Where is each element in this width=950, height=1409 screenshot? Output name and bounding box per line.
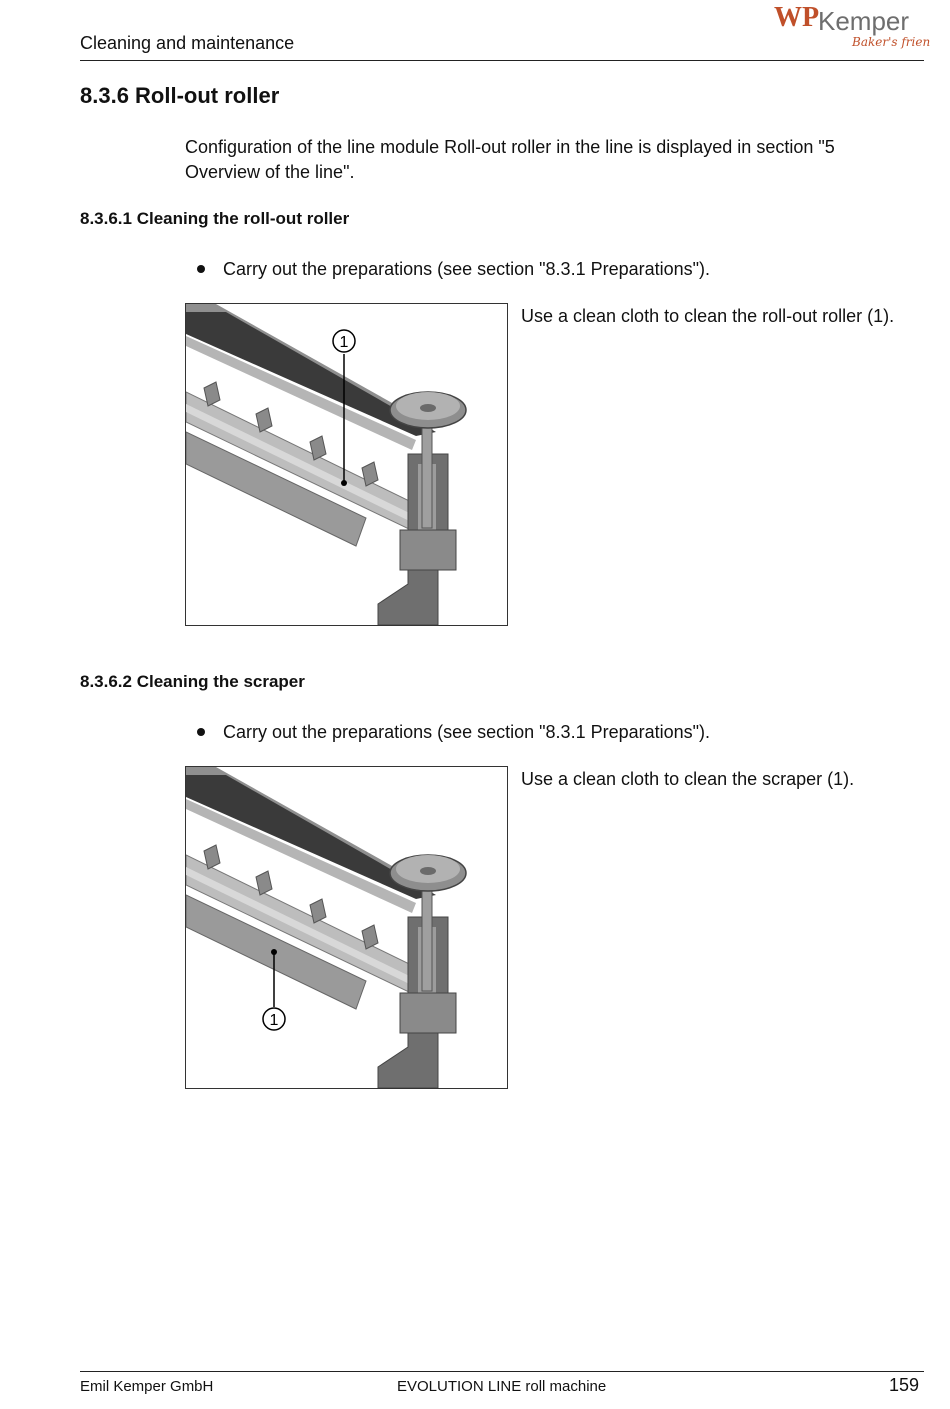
page-number: 159 bbox=[889, 1375, 920, 1395]
page-header-title: Cleaning and maintenance bbox=[80, 33, 295, 53]
section-heading: 8.3.6 Roll-out roller bbox=[80, 83, 280, 108]
figure-callout-number: 1 bbox=[269, 1012, 279, 1029]
footer-company: Emil Kemper GmbH bbox=[80, 1378, 214, 1395]
figure-scraper bbox=[185, 766, 508, 1089]
figure-caption-scraper: Use a clean cloth to clean the scraper (1). bbox=[521, 769, 855, 789]
bullet-item bbox=[197, 259, 710, 280]
bullet-text: Carry out the preparations (see section "8.3.1 Preparations"). bbox=[223, 259, 711, 279]
kemper-logo bbox=[770, 0, 930, 56]
header-divider bbox=[80, 60, 924, 61]
logo-monogram: WP bbox=[774, 2, 820, 33]
footer-divider bbox=[80, 1371, 924, 1372]
subsection-heading-scraper: 8.3.6.2 Cleaning the scraper bbox=[80, 672, 305, 691]
logo-tagline: Baker's friend bbox=[852, 35, 930, 49]
footer-document-title: EVOLUTION LINE roll machine bbox=[397, 1378, 607, 1395]
bullet-item bbox=[197, 722, 710, 743]
figure-roll-out-roller bbox=[185, 303, 508, 626]
figure-caption-roller: Use a clean cloth to clean the roll-out roller (1). bbox=[521, 306, 895, 326]
bullet-dot-icon bbox=[197, 728, 205, 736]
logo-wordmark: Kemper bbox=[818, 6, 910, 36]
section-intro: Configuration of the line module Roll-out roller in the line is displayed in section "5 Overview of the line". bbox=[185, 137, 835, 182]
bullet-dot-icon bbox=[197, 265, 205, 273]
subsection-heading-roller: 8.3.6.1 Cleaning the roll-out roller bbox=[80, 209, 350, 228]
figure-callout-number: 1 bbox=[339, 334, 349, 351]
bullet-text: Carry out the preparations (see section "8.3.1 Preparations"). bbox=[223, 722, 711, 742]
